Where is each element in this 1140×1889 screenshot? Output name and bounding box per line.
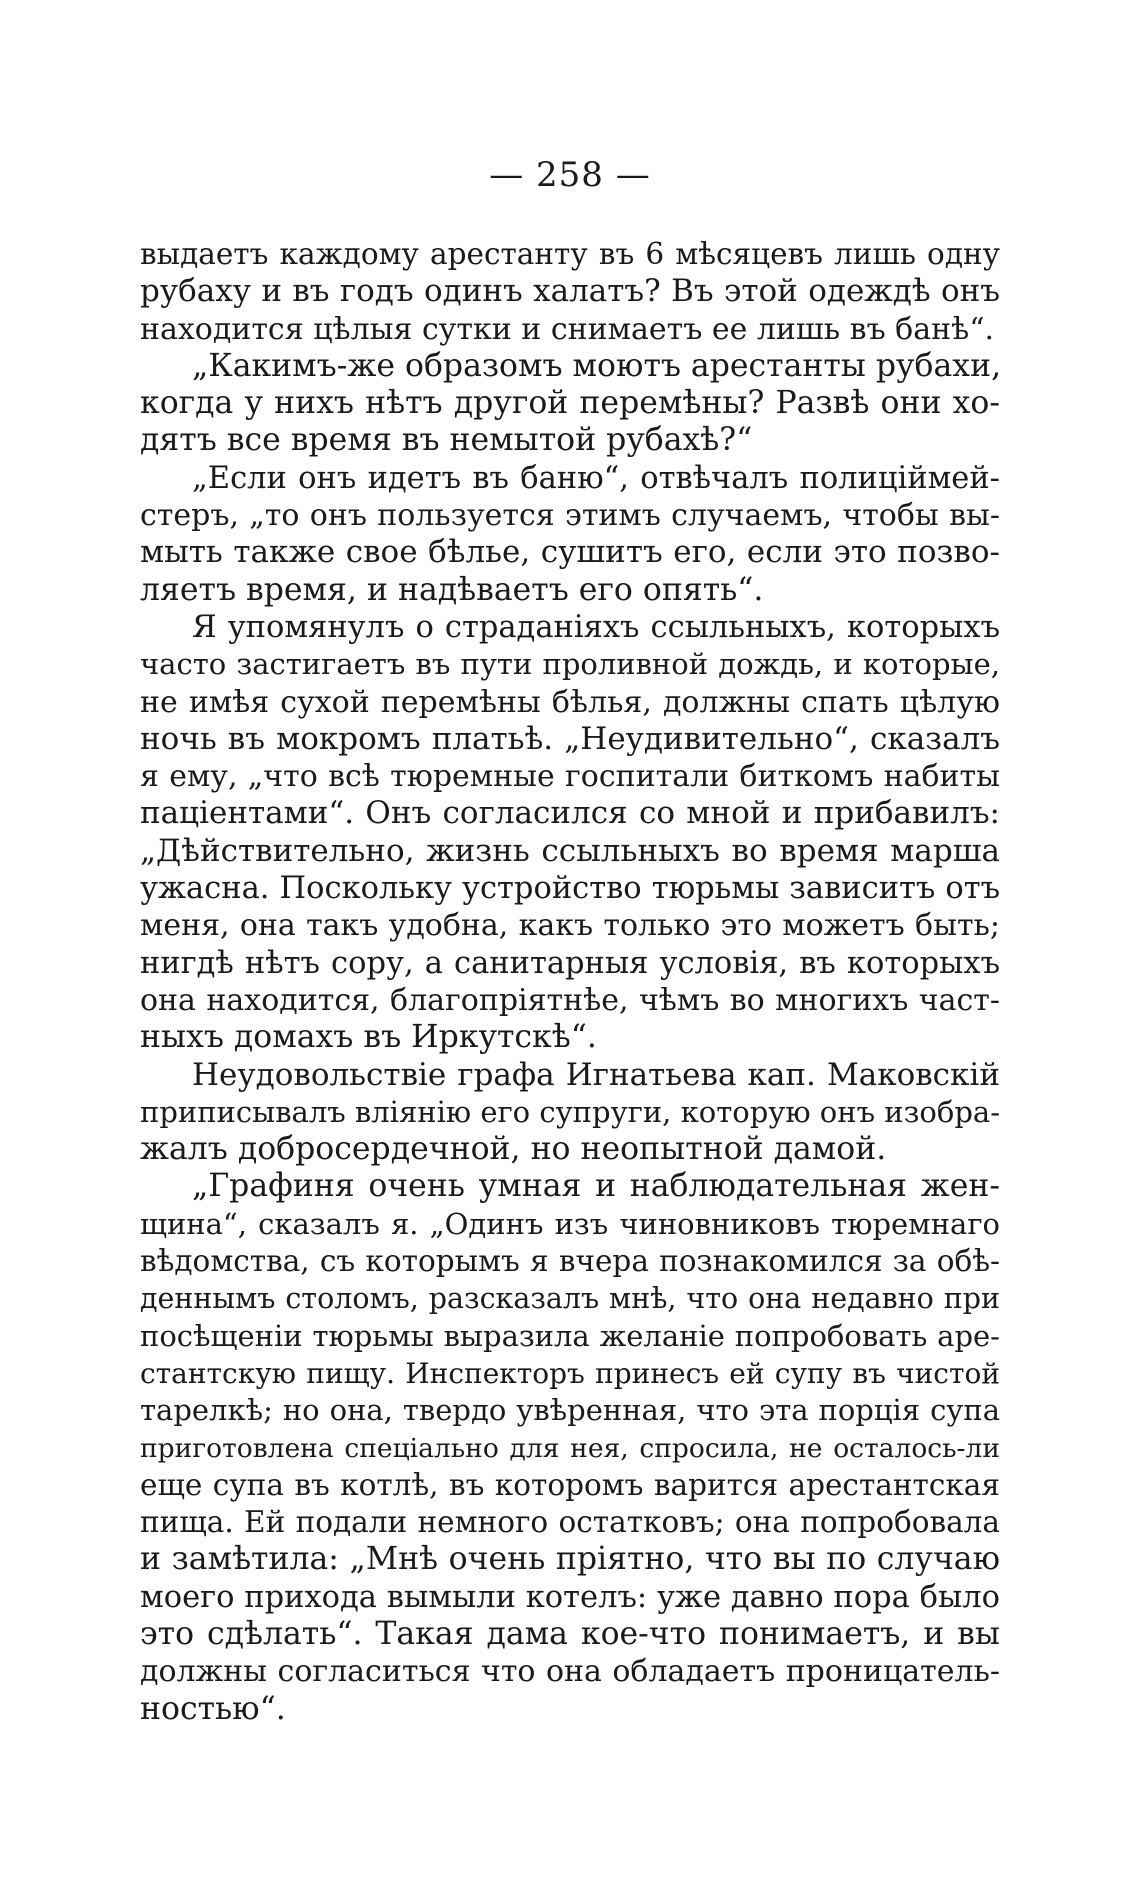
page-body-text [140, 236, 1000, 1728]
text-line: жалъ добросердечной, но неопытной дамой. [140, 1131, 887, 1168]
text-line: рубаху и въ годъ одинъ халатъ? Въ этой одеждѣ онъ [140, 273, 1000, 310]
text-line: когда у нихъ нѣтъ другой перемѣны? Развѣ они хо- [140, 385, 1000, 422]
text-line: ностью“. [140, 1690, 286, 1727]
text-line: тарелкѣ; но она, твердо увѣренная, что эта порція супа [140, 1393, 1000, 1428]
text-line: „Какимъ-же образомъ моютъ арестанты рубахи, [192, 347, 1002, 384]
text-line: нигдѣ нѣтъ сору, а санитарныя условія, въ которыхъ [140, 945, 1000, 981]
text-line: „Графиня очень умная и наблюдательная жен- [192, 1168, 1000, 1205]
text-line: пища. Ей подали немного остатковъ; она попробовала [140, 1505, 1000, 1540]
text-line: это сдѣлать“. Такая дама кое-что понимаетъ, и вы [140, 1615, 1000, 1652]
text-line: ныхъ домахъ въ Иркутскѣ“. [140, 1019, 597, 1056]
text-line: посѣщеніи тюрьмы выразила желаніе попробовать аре- [140, 1318, 1000, 1353]
text-line: приготовлена спеціально для нея, спросила, не осталось-ли [140, 1432, 1000, 1464]
text-line: и замѣтила: „Мнѣ очень пріятно, что вы по случаю [140, 1541, 1000, 1578]
text-line: я ему, „что всѣ тюремные госпитали биткомъ набиты [140, 759, 1000, 795]
text-line: находится цѣлыя сутки и снимаетъ ее лишь въ банѣ“. [140, 311, 995, 347]
text-line: щина“, сказалъ я. „Одинъ изъ чиновниковъ тюремнаго [140, 1206, 1000, 1241]
text-line: ночь въ мокромъ платьѣ. „Неудивительно“, сказалъ [140, 720, 1000, 757]
text-line: ляетъ время, и надѣваетъ его опять“. [140, 571, 764, 608]
text-line: паціентами“. Онъ согласился со мной и прибавилъ: [140, 795, 1000, 832]
text-line: „Дѣйствительно, жизнь ссыльныхъ во время марша [140, 832, 1000, 869]
text-line: приписывалъ вліянію его супруги, которую онъ изобра- [140, 1094, 1000, 1129]
text-line: Я упомянулъ о страданіяхъ ссыльныхъ, которыхъ [192, 609, 1000, 645]
text-line: стеръ, „то онъ пользуется этимъ случаемъ, чтобы вы- [140, 498, 1000, 534]
text-line: Неудовольствіе графа Игнатьева кап. Маковскій [192, 1056, 1000, 1093]
text-line: она находится, благопріятнѣе, чѣмъ во многихъ част- [140, 982, 1000, 1018]
text-line: деннымъ столомъ, разсказалъ мнѣ, что она недавно при [140, 1282, 1000, 1316]
text-line: выдаетъ каждому арестанту въ 6 мѣсяцевъ лишь одну [140, 237, 1000, 271]
text-line: ужасна. Поскольку устройство тюрьмы зависитъ отъ [140, 871, 1000, 907]
text-line: должны согласиться что она обладаетъ проницатель- [140, 1654, 1000, 1690]
text-line: меня, она такъ удобна, какъ только это можетъ быть; [140, 908, 1000, 944]
text-line: часто застигаетъ въ пути проливной дождь, и которые, [140, 647, 1000, 682]
text-line: моего прихода вымыли котелъ: уже давно пора было [140, 1579, 1000, 1615]
text-line: мыть также свое бѣлье, сушитъ его, если это позво- [140, 534, 1000, 571]
text-line: вѣдомства, съ которымъ я вчера познакомился за обѣ- [140, 1244, 1000, 1279]
text-line: „Если онъ идетъ въ баню“, отвѣчалъ полиціймей- [192, 460, 1000, 496]
text-line: стантскую пищу. Инспекторъ принесъ ей супу въ чистой [140, 1356, 1000, 1390]
text-line: не имѣя сухой перемѣны бѣлья, должны спать цѣлую [140, 684, 1000, 720]
page-number: — 258 — [489, 155, 651, 195]
text-line: еще супа въ котлѣ, въ которомъ варится арестантская [140, 1467, 1000, 1502]
text-line: дятъ все время въ немытой рубахѣ?“ [140, 422, 753, 459]
